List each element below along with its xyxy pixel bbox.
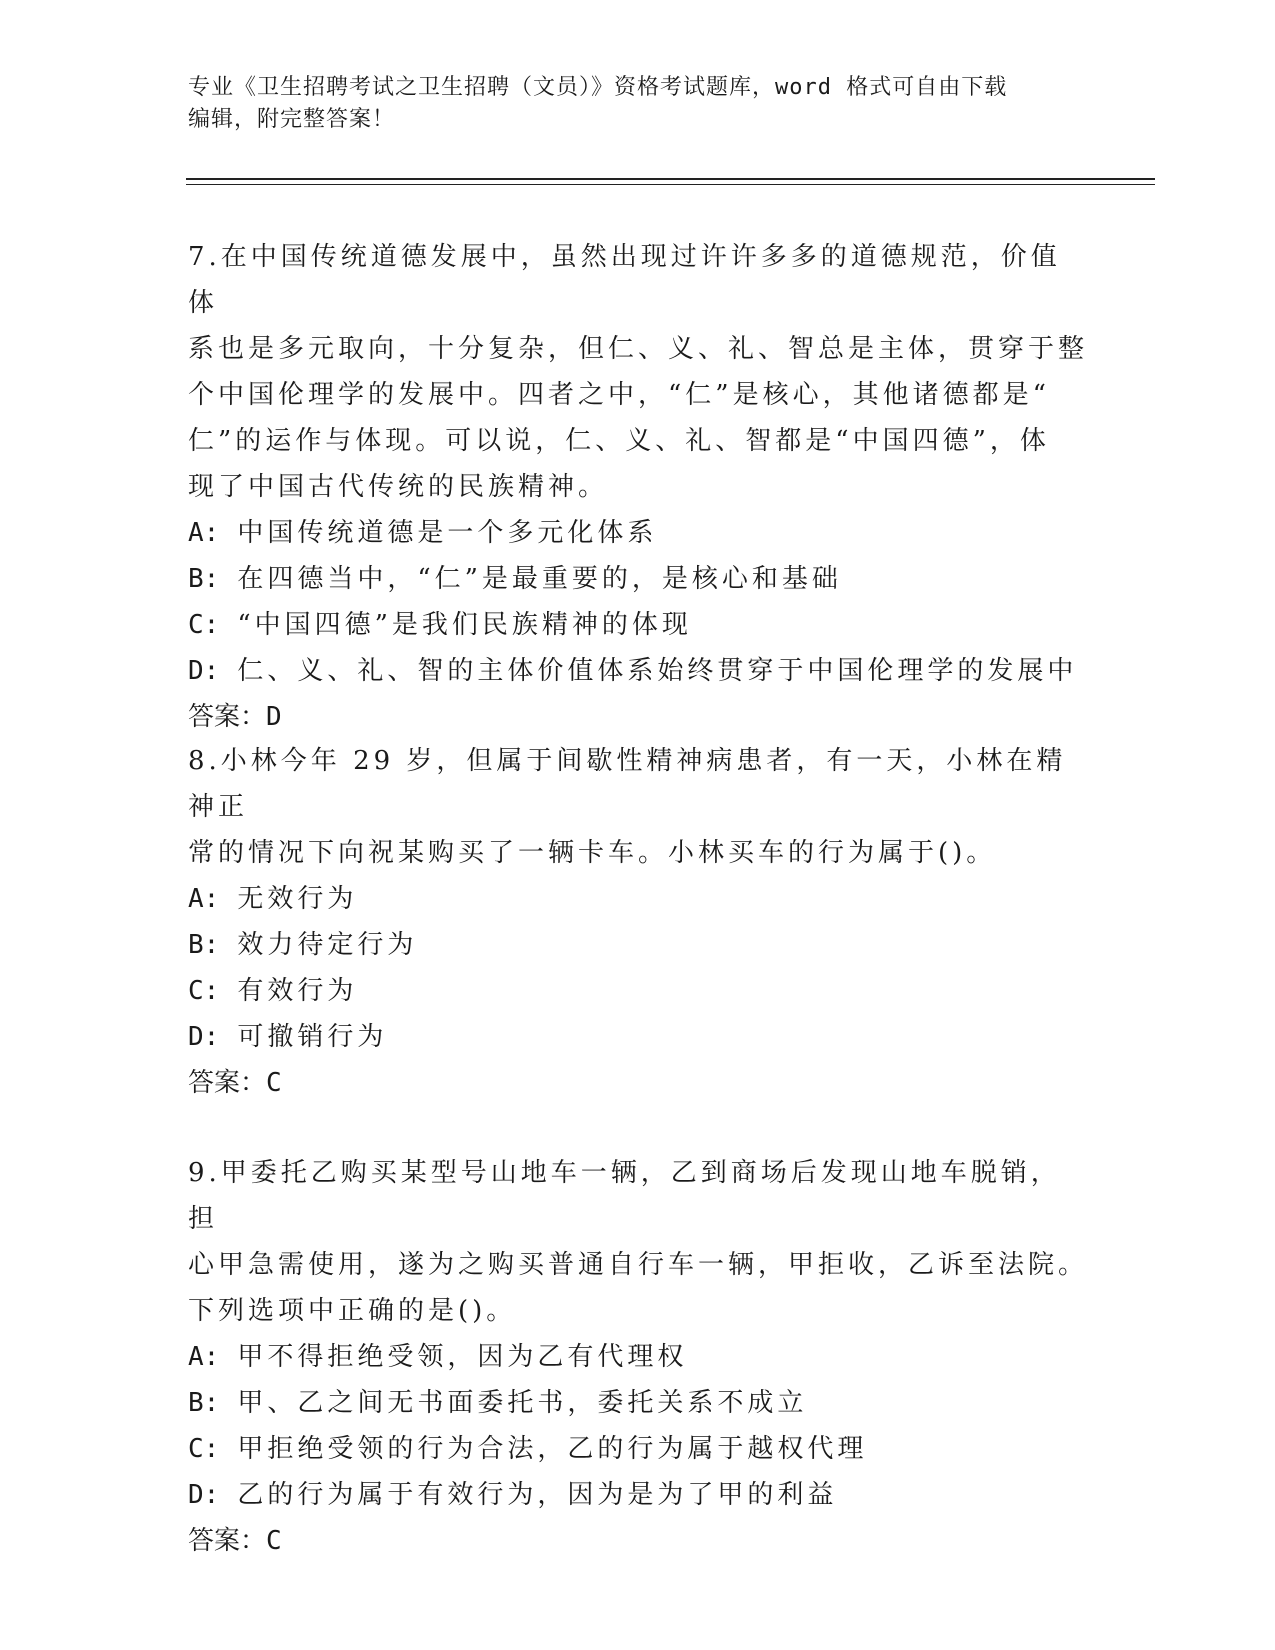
option-c	[188, 602, 1088, 648]
question-7	[188, 234, 1088, 740]
option-letter: C:	[188, 1434, 220, 1464]
question-stem-line: 9.甲委托乙购买某型号山地车一辆，乙到商场后发现山地车脱销，担	[188, 1158, 1061, 1234]
option-text: 甲拒绝受领的行为合法，乙的行为属于越权代理	[237, 1434, 868, 1464]
option-text: 有效行为	[237, 976, 358, 1006]
option-letter: B:	[188, 1388, 220, 1418]
option-text: 乙的行为属于有效行为，因为是为了甲的利益	[237, 1480, 838, 1510]
option-letter: C:	[188, 976, 220, 1006]
option-a	[188, 510, 1088, 556]
option-text: 在四德当中，“仁”是最重要的，是核心和基础	[237, 564, 842, 594]
header-divider-thin	[186, 184, 1155, 185]
question-stem-line: 仁”的运作与体现。可以说，仁、义、礼、智都是“中国四德”，体	[188, 426, 1050, 456]
option-b	[188, 922, 1088, 968]
option-b	[188, 556, 1088, 602]
document-header	[188, 72, 1088, 136]
option-d	[188, 1472, 1088, 1518]
answer-line	[188, 694, 1088, 740]
option-d	[188, 1014, 1088, 1060]
option-letter: A:	[188, 518, 220, 548]
option-a	[188, 1334, 1088, 1380]
option-c	[188, 968, 1088, 1014]
question-stem-line: 心甲急需使用，遂为之购买普通自行车一辆，甲拒收，乙诉至法院。	[188, 1250, 1089, 1280]
option-letter: A:	[188, 884, 220, 914]
question-8	[188, 738, 1088, 1106]
answer-label: 答案：	[188, 1068, 267, 1098]
option-letter: D:	[188, 656, 220, 686]
question-stem-line: 常的情况下向祝某购买了一辆卡车。小林买车的行为属于()。	[188, 838, 997, 868]
option-letter: D:	[188, 1480, 220, 1510]
answer-value: C	[266, 1068, 282, 1098]
option-text: 无效行为	[237, 884, 358, 914]
option-text: 甲不得拒绝受领，因为乙有代理权	[237, 1342, 688, 1372]
question-stem-line: 7.在中国传统道德发展中，虽然出现过许许多多的道德规范，价值体	[188, 242, 1061, 318]
option-text: 甲、乙之间无书面委托书，委托关系不成立	[237, 1388, 808, 1418]
option-b	[188, 1380, 1088, 1426]
header-line-2: 编辑，附完整答案！	[188, 107, 396, 132]
option-text: 中国传统道德是一个多元化体系	[237, 518, 658, 548]
option-letter: D:	[188, 1022, 220, 1052]
option-text: “中国四德”是我们民族精神的体现	[237, 610, 692, 640]
header-line-1: 专业《卫生招聘考试之卫生招聘（文员）》资格考试题库，word 格式可自由下载	[188, 75, 1008, 100]
option-text: 效力待定行为	[237, 930, 418, 960]
question-stem-line: 8.小林今年 29 岁，但属于间歇性精神病患者，有一天，小林在精神正	[188, 746, 1067, 822]
question-stem-line: 个中国伦理学的发展中。四者之中，“仁”是核心，其他诸德都是“	[188, 380, 1050, 410]
question-stem-line: 系也是多元取向，十分复杂，但仁、义、礼、智总是主体，贯穿于整	[188, 334, 1089, 364]
option-letter: C:	[188, 610, 220, 640]
option-a	[188, 876, 1088, 922]
option-c	[188, 1426, 1088, 1472]
option-text: 仁、义、礼、智的主体价值体系始终贯穿于中国伦理学的发展中	[237, 656, 1078, 686]
answer-value: C	[266, 1526, 282, 1556]
header-divider-thick	[186, 178, 1155, 180]
option-d	[188, 648, 1088, 694]
option-text: 可撤销行为	[237, 1022, 388, 1052]
answer-label: 答案：	[188, 702, 267, 732]
option-letter: B:	[188, 564, 220, 594]
question-stem-line: 现了中国古代传统的民族精神。	[188, 472, 609, 502]
option-letter: B:	[188, 930, 220, 960]
question-stem-line: 下列选项中正确的是()。	[188, 1296, 517, 1326]
answer-line	[188, 1060, 1088, 1106]
answer-value: D	[266, 702, 282, 732]
answer-label: 答案：	[188, 1526, 267, 1556]
answer-line	[188, 1518, 1088, 1564]
question-9	[188, 1150, 1088, 1564]
option-letter: A:	[188, 1342, 220, 1372]
